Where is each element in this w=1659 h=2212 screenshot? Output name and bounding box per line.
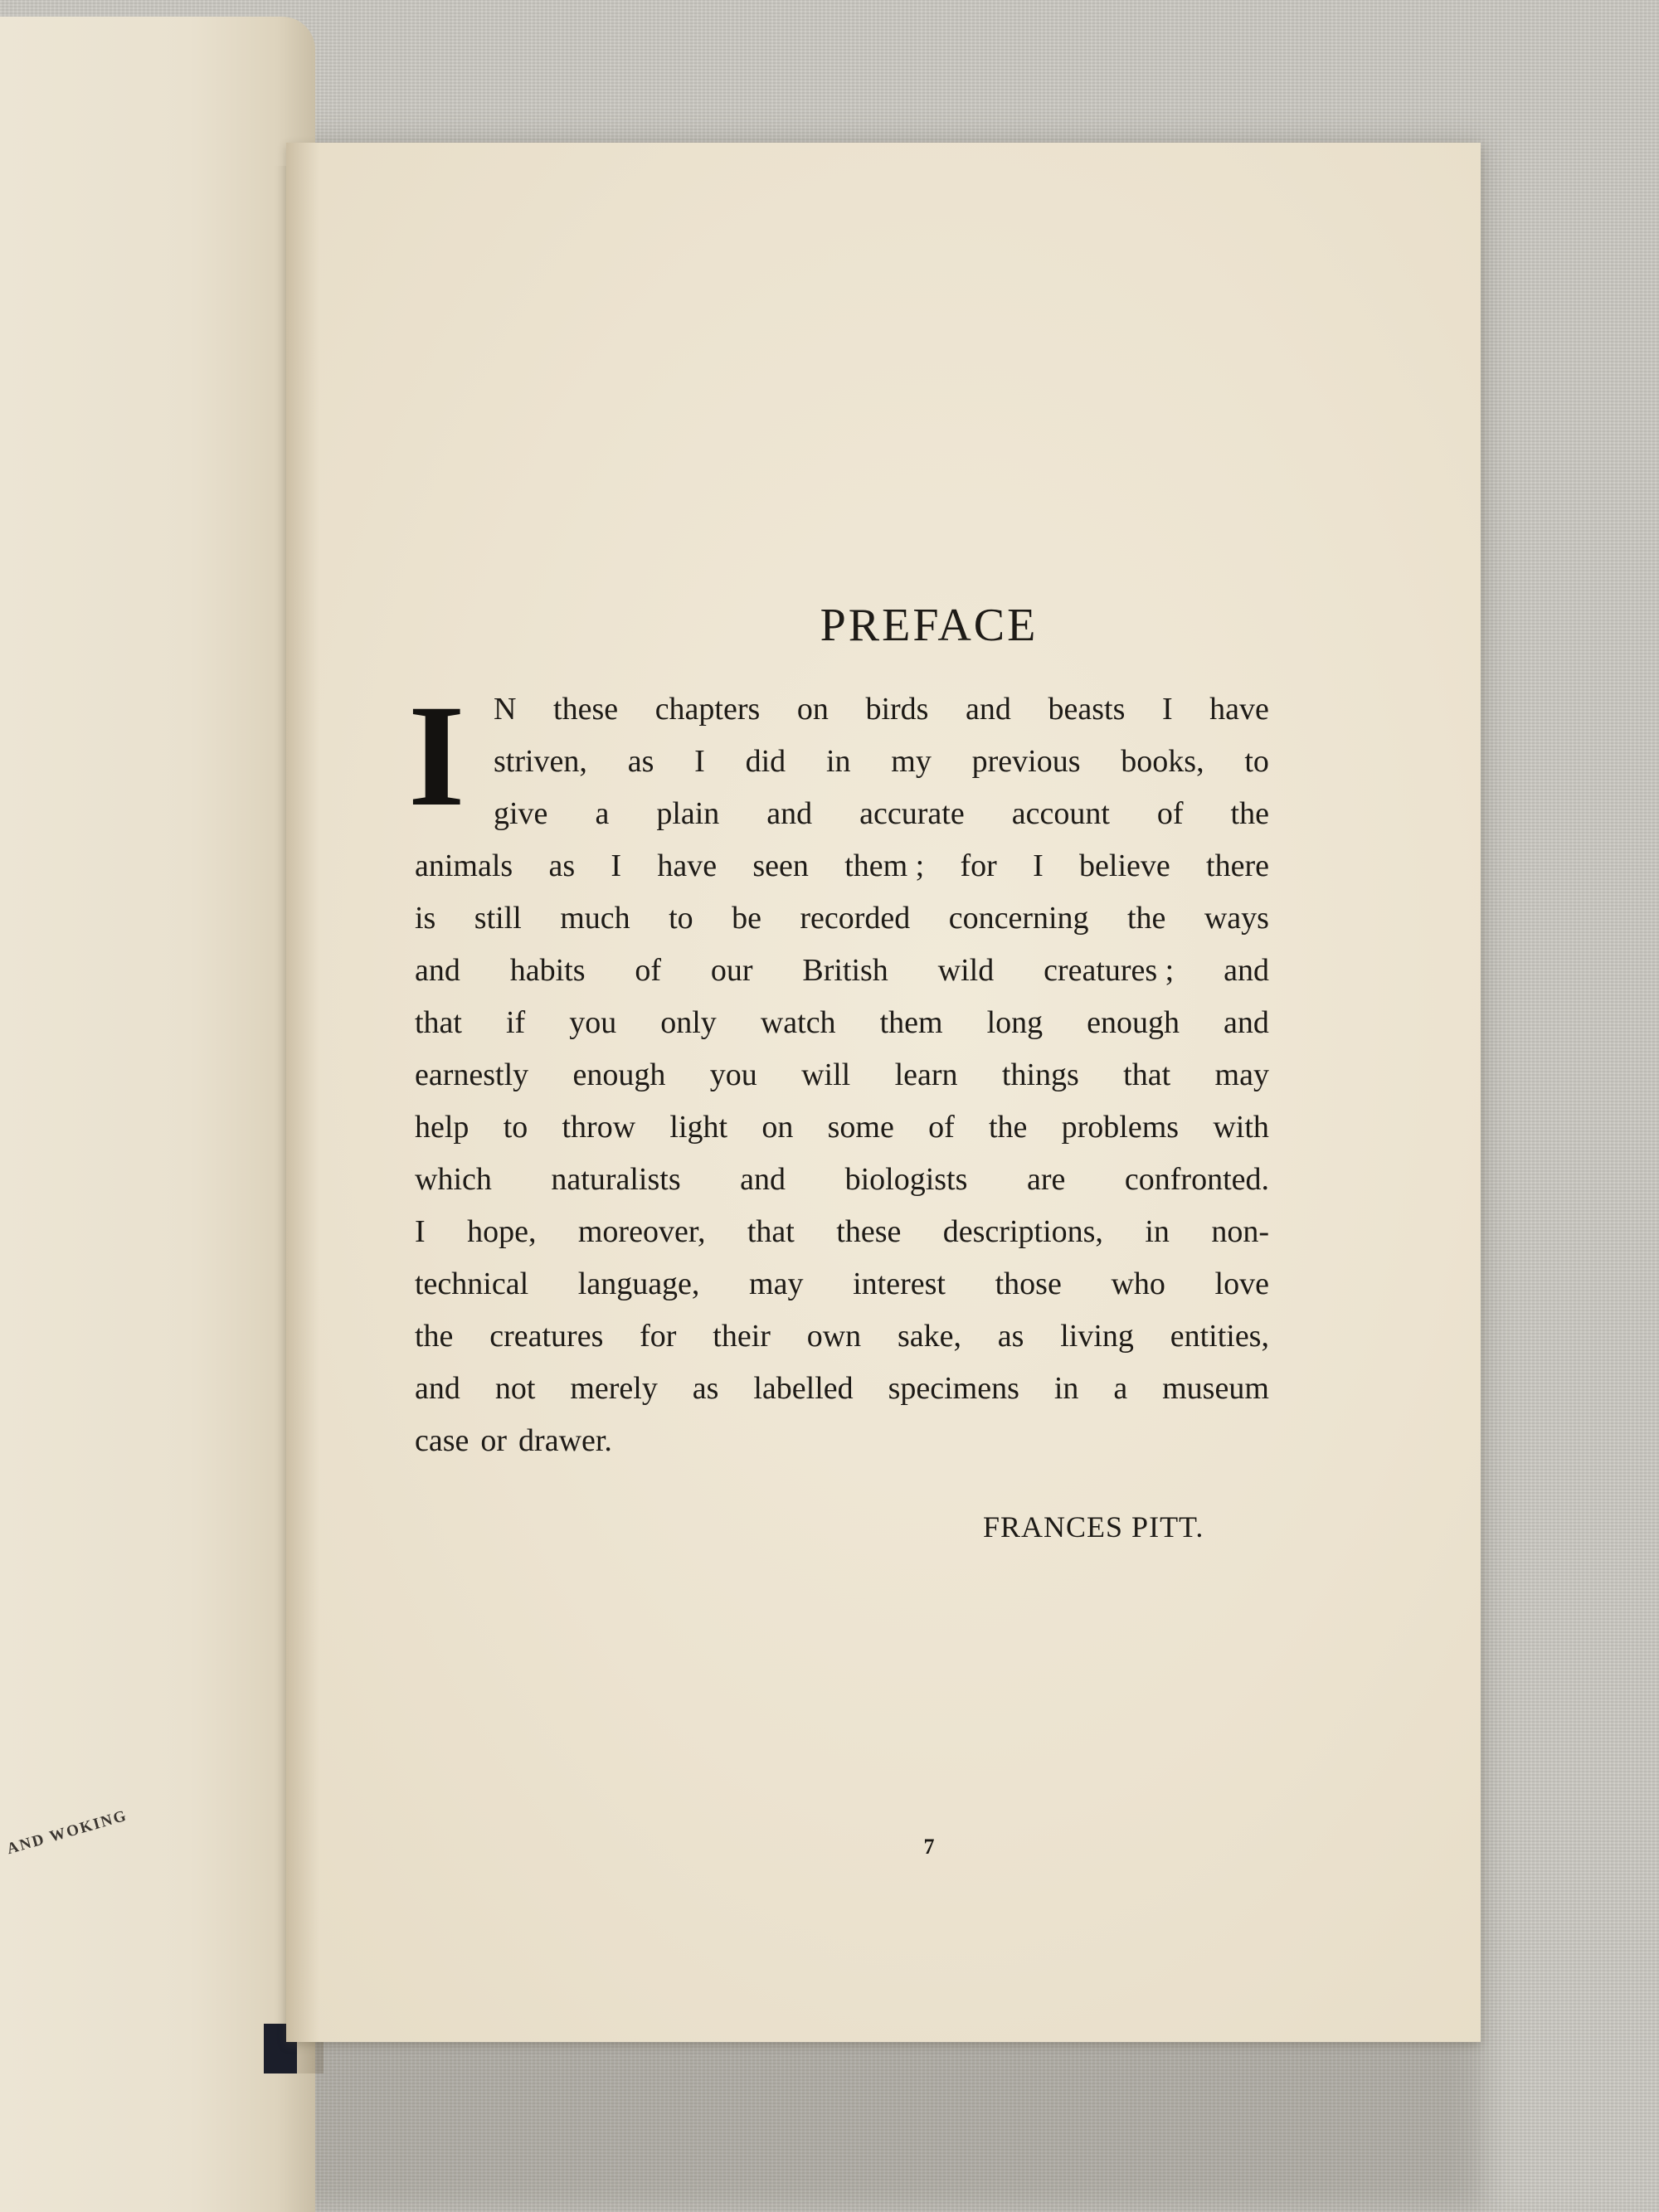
word: the xyxy=(415,1319,454,1354)
word: of xyxy=(928,1110,955,1145)
text-line xyxy=(415,1049,1269,1101)
text-line xyxy=(415,1415,1269,1467)
word: birds xyxy=(865,692,929,727)
text-line xyxy=(415,840,1269,892)
word: I xyxy=(1033,848,1044,883)
word: which xyxy=(415,1162,492,1197)
word: beasts xyxy=(1048,692,1126,727)
word: entities, xyxy=(1170,1319,1269,1354)
word: for xyxy=(640,1319,677,1354)
word: who xyxy=(1111,1266,1165,1301)
word: sake, xyxy=(897,1319,961,1354)
word: that xyxy=(747,1214,795,1249)
word: habits xyxy=(509,953,586,988)
word: my xyxy=(891,744,932,779)
text-line xyxy=(415,1363,1269,1415)
word: striven, xyxy=(494,744,587,779)
word: some xyxy=(827,1110,894,1145)
text-line xyxy=(415,945,1269,997)
word: these xyxy=(553,692,619,727)
word: problems xyxy=(1061,1110,1180,1145)
left-page xyxy=(0,17,315,2212)
word: much xyxy=(560,901,630,936)
text-line xyxy=(415,1206,1269,1258)
word: these xyxy=(836,1214,902,1249)
word: to xyxy=(669,901,693,936)
word: in xyxy=(1053,1371,1079,1406)
text-line xyxy=(415,892,1269,945)
word: did xyxy=(745,744,786,779)
word: not xyxy=(494,1371,536,1406)
word: the xyxy=(1126,901,1166,936)
author-signature: FRANCES PITT. xyxy=(983,1510,1204,1544)
word: them xyxy=(879,1005,943,1040)
text-line xyxy=(415,1154,1269,1206)
text-line xyxy=(415,736,1269,788)
word: to xyxy=(503,1110,528,1145)
word: as xyxy=(548,848,576,883)
word: confronted. xyxy=(1124,1162,1269,1197)
word: accurate xyxy=(859,796,965,831)
page-title: PREFACE xyxy=(820,600,1039,651)
word: only xyxy=(660,1005,717,1040)
word: on xyxy=(761,1110,794,1145)
word: or xyxy=(480,1423,508,1458)
word: believe xyxy=(1079,848,1170,883)
word: own xyxy=(806,1319,862,1354)
word: have xyxy=(1209,692,1269,727)
word: learn xyxy=(894,1057,958,1092)
word: light xyxy=(669,1110,728,1145)
word: non- xyxy=(1211,1214,1269,1249)
word: British xyxy=(802,953,888,988)
word: long xyxy=(986,1005,1044,1040)
right-page xyxy=(286,143,1481,2042)
word: love xyxy=(1214,1266,1269,1301)
word: throw xyxy=(562,1110,636,1145)
word: plain xyxy=(656,796,720,831)
word: there xyxy=(1206,848,1269,883)
word: case xyxy=(415,1423,469,1458)
text-line xyxy=(415,1258,1269,1310)
word: of xyxy=(1156,796,1184,831)
word: still xyxy=(474,901,522,936)
word: enough xyxy=(572,1057,666,1092)
word: moreover, xyxy=(577,1214,706,1249)
word: naturalists xyxy=(551,1162,681,1197)
word: hope, xyxy=(467,1214,537,1249)
word: that xyxy=(1123,1057,1171,1092)
word: and xyxy=(966,692,1011,727)
word: animals xyxy=(415,848,513,883)
text-line xyxy=(415,1101,1269,1154)
word: concerning xyxy=(948,901,1089,936)
word: is xyxy=(415,901,436,936)
word: give xyxy=(494,796,548,831)
page-number: 7 xyxy=(923,1835,935,1859)
text-line xyxy=(415,788,1269,840)
word: as xyxy=(692,1371,719,1406)
word: museum xyxy=(1162,1371,1269,1406)
text-line xyxy=(415,997,1269,1049)
word: may xyxy=(749,1266,804,1301)
word: and xyxy=(1224,1005,1269,1040)
word: for xyxy=(960,848,997,883)
word: are xyxy=(1026,1162,1066,1197)
word: of xyxy=(635,953,661,988)
word: interest xyxy=(853,1266,946,1301)
word: and xyxy=(766,796,813,831)
word: have xyxy=(657,848,718,883)
word: creatures xyxy=(489,1319,604,1354)
word: account xyxy=(1011,796,1110,831)
word: I xyxy=(611,848,622,883)
word: previous xyxy=(971,744,1081,779)
word: those xyxy=(995,1266,1062,1301)
word: seen xyxy=(752,848,809,883)
word: may xyxy=(1214,1057,1269,1092)
word: the xyxy=(1230,796,1269,831)
word: as xyxy=(627,744,654,779)
word: watch xyxy=(760,1005,836,1040)
word: books, xyxy=(1121,744,1204,779)
word: the xyxy=(988,1110,1028,1145)
word: chapters xyxy=(654,692,761,727)
word: will xyxy=(801,1057,851,1092)
word: if xyxy=(506,1005,526,1040)
text-line xyxy=(415,683,1269,736)
word: you xyxy=(569,1005,617,1040)
word: a xyxy=(595,796,610,831)
word: and xyxy=(1224,953,1269,988)
word: and xyxy=(415,953,460,988)
word: technical xyxy=(415,1266,529,1301)
word: specimens xyxy=(888,1371,1019,1406)
word: a xyxy=(1113,1371,1128,1406)
word: I xyxy=(694,744,705,779)
word: descriptions, xyxy=(942,1214,1103,1249)
text-line xyxy=(415,1310,1269,1363)
word: living xyxy=(1060,1319,1134,1354)
word: them ; xyxy=(844,848,925,883)
word: and xyxy=(740,1162,786,1197)
word: earnestly xyxy=(415,1057,529,1092)
preface-lines xyxy=(415,683,1269,1467)
word: that xyxy=(415,1005,462,1040)
drop-cap: I xyxy=(408,675,465,837)
word: our xyxy=(710,953,753,988)
word: be xyxy=(732,901,761,936)
word: ways xyxy=(1204,901,1269,936)
word: as xyxy=(997,1319,1024,1354)
word: N xyxy=(494,692,517,727)
word: you xyxy=(709,1057,757,1092)
word: creatures ; xyxy=(1044,953,1175,988)
word: drawer. xyxy=(518,1423,612,1458)
bleed-through-text: AND WOKING xyxy=(5,1806,130,1859)
preface-text xyxy=(408,675,1269,1467)
word: recorded xyxy=(800,901,911,936)
word: wild xyxy=(937,953,995,988)
word: in xyxy=(825,744,851,779)
word: labelled xyxy=(753,1371,854,1406)
word: with xyxy=(1213,1110,1269,1145)
word: biologists xyxy=(844,1162,968,1197)
word: I xyxy=(415,1214,426,1249)
word: language, xyxy=(577,1266,700,1301)
word: to xyxy=(1244,744,1269,779)
word: in xyxy=(1145,1214,1170,1249)
word: their xyxy=(713,1319,771,1354)
word: help xyxy=(415,1110,469,1145)
word: merely xyxy=(570,1371,658,1406)
word: on xyxy=(796,692,829,727)
word: things xyxy=(1001,1057,1079,1092)
word: and xyxy=(415,1371,460,1406)
word: I xyxy=(1161,692,1173,727)
word: enough xyxy=(1087,1005,1180,1040)
